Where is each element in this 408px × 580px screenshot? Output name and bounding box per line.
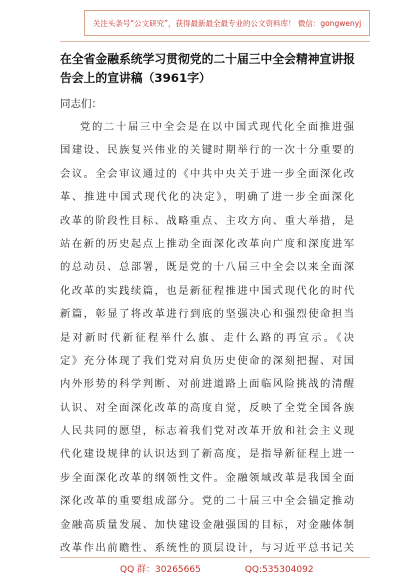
body-line: 深化改革的重要组成部分。党的二十届三中全会锚定推动	[60, 495, 354, 508]
body-line: 新篇，彰显了将改革进行到底的坚强决心和强烈使命担当	[60, 308, 354, 321]
footer	[120, 562, 314, 575]
document-title	[60, 50, 355, 88]
body-line: 革、推进中国式现代化的决定》，明确了进一步全面深化	[60, 191, 354, 204]
body-line: 定》充分体现了我们党对肩负历史使命的深刻把握、对国	[60, 354, 354, 367]
body-line: 步全面深化改革的纲领性文件。金融领域改革是我国全面	[60, 471, 354, 484]
body-line: 国建设、民族复兴伟业的关键时期举行的一次十分重要的	[60, 144, 354, 157]
footer-qq: QQ:535304092	[244, 565, 314, 575]
body-line: 认识、对全面深化改革的高度自觉，反映了全党全国各族	[60, 401, 354, 414]
body-line: 的总动员、总部署，既是党的十八届三中全会以来全面深	[60, 261, 354, 274]
header-banner: 关注头条号“公文研究”，获得最新最全最专业的公文资料库！ 微信：gongwenyj	[84, 10, 370, 36]
body-line: 会议。全会审议通过的《中共中央关于进一步全面深化改	[60, 167, 354, 180]
body-line: 代化建设规律的认识达到了新高度，是指导新征程上进一	[60, 448, 354, 461]
footer-divider	[60, 557, 370, 558]
body-line: 党的二十届三中全会是在以中国式现代化全面推进强	[80, 121, 354, 133]
body-line: 改革的阶段性目标、战略重点、主攻方向、重大举措，是	[60, 214, 354, 227]
body-line: 化改革的实践续篇，也是新征程推进中国式现代化的时代	[60, 284, 354, 297]
body-text	[60, 116, 354, 560]
body-line: 人民共同的愿望，标志着我们党对改革开放和社会主义现	[60, 425, 354, 438]
title-line-1: 在全省金融系统学习贯彻党的二十届三中全会精神宣讲报	[60, 52, 355, 66]
body-line: 内外形势的科学判断、对前进道路上面临风险挑战的清醒	[60, 378, 354, 391]
body-line: 站在新的历史起点上推动全面深化改革向广度和深度进军	[60, 237, 354, 250]
header-divider	[60, 41, 370, 42]
body-line: 改革作出前瞻性、系统性的顶层设计，与习近平总书记关	[60, 542, 354, 555]
body-line: 是对新时代新征程举什么旗、走什么路的再宣示。《决	[60, 331, 354, 344]
title-line-2: 告会上的宣讲稿（3961字）	[60, 71, 211, 85]
salutation: 同志们：	[60, 98, 102, 110]
footer-qq-group: QQ 群：30265665	[120, 565, 201, 575]
body-line: 金融高质量发展、加快建设金融强国的目标，对金融体制	[60, 518, 354, 531]
